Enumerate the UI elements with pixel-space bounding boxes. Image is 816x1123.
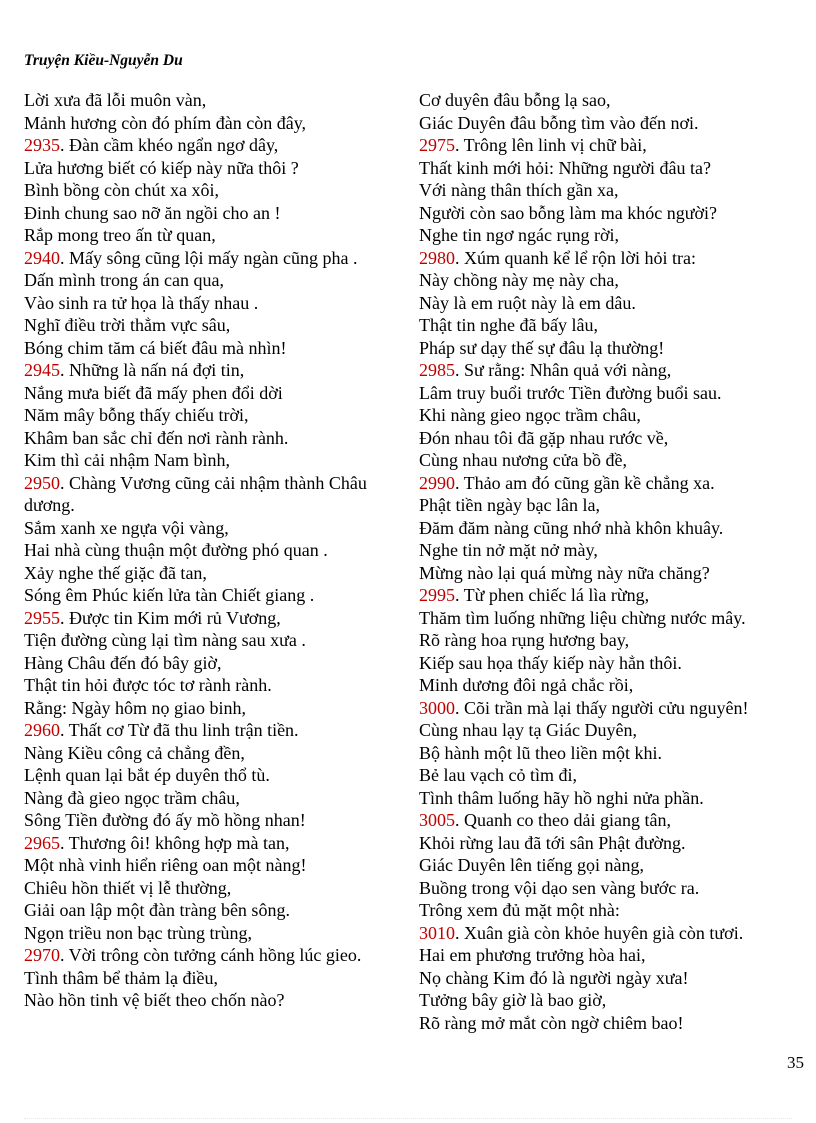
verse-text: Cơ duyên đâu bỗng lạ sao, — [419, 90, 611, 110]
verse-text: Này chồng này mẹ này cha, — [419, 270, 619, 290]
verse-line — [24, 224, 399, 247]
verse-line — [24, 719, 399, 742]
verse-line — [419, 112, 794, 135]
verse-line — [419, 1012, 794, 1035]
verse-line — [419, 607, 794, 630]
verse-text: Lâm truy buổi trước Tiền đường buổi sau. — [419, 382, 722, 403]
verse-line — [419, 629, 794, 652]
verse-text: Thật tin hỏi được tóc tơ rành rành. — [24, 675, 272, 695]
verse-line-number: 3000 — [419, 697, 455, 718]
verse-text: Vào sinh ra tử họa là thấy nhau . — [24, 292, 259, 313]
verse-text: Kim thì cải nhậm Nam bình, — [24, 450, 230, 470]
verse-text: . Thương ôi! không hợp mà tan, — [60, 832, 290, 853]
verse-text: Bình bồng còn chút xa xôi, — [24, 180, 219, 200]
verse-line-number: 2995 — [419, 585, 455, 605]
verse-line — [24, 809, 399, 832]
verse-line — [24, 382, 399, 405]
verse-text: Đón nhau tôi đã gặp nhau rước về, — [419, 427, 669, 448]
verse-line — [419, 584, 794, 607]
verse-text: Hàng Châu đến đó bây giờ, — [24, 652, 222, 673]
verse-line — [419, 202, 794, 225]
verse-text: Bộ hành một lũ theo liền một khi. — [419, 742, 662, 763]
verse-text: . Sư rằng: Nhân quả với nàng, — [455, 360, 672, 380]
verse-line — [419, 832, 794, 855]
verse-line-number: 2950 — [24, 472, 60, 493]
verse-text: Với nàng thân thích gần xa, — [419, 180, 619, 200]
verse-text: . Thất cơ Từ đã thu linh trận tiền. — [60, 720, 299, 740]
verse-text: Minh dương đôi ngả chắc rồi, — [419, 675, 634, 695]
verse-text: Phật tiền ngày bạc lân la, — [419, 495, 600, 515]
verse-text: Nàng đà gieo ngọc trầm châu, — [24, 787, 240, 808]
verse-text: . Được tin Kim mới rủ Vương, — [60, 607, 281, 628]
verse-line — [419, 494, 794, 517]
verse-text: . Trông lên linh vị chữ bài, — [455, 135, 647, 155]
verse-text: Nghe tin nở mặt nở mày, — [419, 540, 598, 560]
verse-text: Hai em phương trưởng hòa hai, — [419, 945, 646, 965]
verse-line-number: 2990 — [419, 472, 455, 493]
verse-line — [24, 472, 399, 517]
verse-text: Sắm xanh xe ngựa vội vàng, — [24, 517, 229, 538]
verse-text: . Cõi trần mà lại thấy người cửu nguyên! — [455, 697, 749, 718]
verse-line — [419, 539, 794, 562]
verse-line — [419, 877, 794, 900]
verse-line — [419, 404, 794, 427]
verse-line — [24, 314, 399, 337]
verse-line — [419, 787, 794, 810]
verse-line — [419, 697, 794, 720]
verse-text: Bẻ lau vạch cỏ tìm đi, — [419, 765, 577, 785]
verse-line — [24, 427, 399, 450]
verse-text: Đăm đăm nàng cũng nhớ nhà khôn khuây. — [419, 517, 724, 538]
verse-text: Nàng Kiều công cả chẳng đền, — [24, 742, 245, 763]
verse-line-number: 3005 — [419, 810, 455, 830]
footer-divider — [24, 1118, 792, 1119]
right-verse-column — [419, 89, 794, 1034]
verse-line — [24, 112, 399, 135]
verse-line — [419, 359, 794, 382]
verse-line — [24, 517, 399, 540]
verse-line — [24, 89, 399, 112]
verse-line — [24, 944, 399, 967]
verse-text: Một nhà vinh hiển riêng oan một nàng! — [24, 855, 307, 875]
verse-text: . Mấy sông cũng lội mấy ngàn cũng pha . — [60, 247, 358, 268]
verse-text: . Quanh co theo dải giang tân, — [455, 810, 671, 830]
verse-line-number: 2945 — [24, 360, 60, 380]
verse-line — [24, 629, 399, 652]
verse-text: Tình thâm luống hãy hồ nghi nửa phần. — [419, 787, 704, 808]
verse-text: Giác Duyên lên tiếng gọi nàng, — [419, 855, 644, 875]
verse-line — [24, 157, 399, 180]
verse-text: . Vời trông còn tưởng cánh hồng lúc gieo. — [60, 945, 362, 965]
verse-text: Người còn sao bỗng làm ma khóc người? — [419, 202, 717, 223]
verse-line-number: 2935 — [24, 135, 60, 155]
verse-text: Khi nàng gieo ngọc trầm châu, — [419, 405, 641, 425]
verse-line — [419, 719, 794, 742]
verse-line-number: 2955 — [24, 607, 60, 628]
verse-line — [24, 832, 399, 855]
verse-line — [419, 989, 794, 1012]
verse-line — [419, 809, 794, 832]
verse-line — [419, 854, 794, 877]
verse-line — [419, 742, 794, 765]
verse-line — [24, 922, 399, 945]
verse-line — [24, 652, 399, 675]
verse-line — [24, 562, 399, 585]
verse-line — [24, 607, 399, 630]
verse-line — [419, 224, 794, 247]
verse-text: Hai nhà cùng thuận một đường phó quan . — [24, 540, 328, 560]
verse-text: Tình thâm bể thảm lạ điều, — [24, 967, 218, 988]
left-verse-column — [24, 89, 399, 1012]
verse-text: Lửa hương biết có kiếp này nữa thôi ? — [24, 157, 299, 178]
verse-text: Tưởng bây giờ là bao giờ, — [419, 990, 607, 1010]
verse-line — [24, 787, 399, 810]
verse-line — [24, 539, 399, 562]
verse-line — [419, 382, 794, 405]
verse-line — [24, 697, 399, 720]
verse-line — [419, 899, 794, 922]
verse-text: Giải oan lập một đàn tràng bên sông. — [24, 900, 290, 920]
verse-line — [24, 269, 399, 292]
verse-text: Thật tin nghe đã bấy lâu, — [419, 315, 598, 335]
verse-text: Mảnh hương còn đó phím đàn còn đây, — [24, 112, 307, 133]
verse-line-number: 2965 — [24, 832, 60, 853]
verse-line — [24, 179, 399, 202]
verse-line-number: 2975 — [419, 135, 455, 155]
verse-line — [419, 337, 794, 360]
verse-text: . Những là nấn ná đợi tin, — [60, 360, 245, 380]
verse-line — [419, 967, 794, 990]
verse-line — [419, 269, 794, 292]
verse-text: Nắng mưa biết đã mấy phen đổi dời — [24, 382, 283, 403]
verse-text: Pháp sư dạy thế sự đâu lạ thường! — [419, 337, 665, 358]
verse-text: Khỏi rừng lau đã tới sân Phật đường. — [419, 832, 686, 853]
verse-line — [419, 134, 794, 157]
verse-line — [24, 584, 399, 607]
verse-text: Lệnh quan lại bắt ép duyên thổ tù. — [24, 765, 270, 785]
verse-line — [419, 292, 794, 315]
verse-line — [24, 674, 399, 697]
verse-text: Xảy nghe thế giặc đã tan, — [24, 562, 207, 583]
verse-text: . Chàng Vương cũng cải nhậm thành Châu dương. — [24, 472, 367, 515]
verse-line — [419, 157, 794, 180]
verse-text: Đinh chung sao nỡ ăn ngồi cho an ! — [24, 202, 281, 223]
verse-text: Dấn mình trong án can qua, — [24, 270, 224, 290]
verse-text: Khâm ban sắc chỉ đến nơi rành rành. — [24, 427, 289, 448]
verse-text: Bóng chim tăm cá biết đâu mà nhìn! — [24, 337, 287, 358]
verse-text: Rõ ràng hoa rụng hương bay, — [419, 630, 630, 650]
verse-text: Sông Tiền đường đó ấy mồ hồng nhan! — [24, 810, 306, 830]
verse-line — [419, 247, 794, 270]
verse-line — [419, 517, 794, 540]
verse-line-number: 2940 — [24, 247, 60, 268]
verse-text: Mừng nào lại quá mừng này nữa chăng? — [419, 562, 710, 583]
verse-text: Nghe tin ngơ ngác rụng rời, — [419, 225, 619, 245]
verse-text: Lời xưa đã lỗi muôn vàn, — [24, 90, 207, 110]
verse-line — [419, 764, 794, 787]
verse-text: Giác Duyên đâu bỗng tìm vào đến nơi. — [419, 112, 699, 133]
verse-text: . Thảo am đó cũng gần kề chẳng xa. — [455, 472, 715, 493]
verse-line — [24, 449, 399, 472]
verse-text: Tiện đường cùng lại tìm nàng sau xưa . — [24, 630, 306, 650]
verse-line-number: 2970 — [24, 945, 60, 965]
verse-line — [24, 989, 399, 1012]
verse-line — [24, 742, 399, 765]
verse-text: . Xúm quanh kể lể rộn lời hỏi tra: — [455, 247, 696, 268]
verse-line — [419, 674, 794, 697]
verse-text: . Xuân già còn khỏe huyên già còn tươi. — [455, 922, 744, 943]
verse-text: Trông xem đủ mặt một nhà: — [419, 900, 620, 920]
verse-line — [24, 292, 399, 315]
verse-line-number: 3010 — [419, 922, 455, 943]
verse-line — [419, 472, 794, 495]
verse-text: Kiếp sau họa thấy kiếp này hẳn thôi. — [419, 652, 682, 673]
verse-line — [419, 427, 794, 450]
verse-text: Rằng: Ngày hôm nọ giao binh, — [24, 697, 246, 718]
verse-text: Buồng trong vội dạo sen vàng bước ra. — [419, 877, 700, 898]
verse-line — [24, 359, 399, 382]
verse-line — [419, 89, 794, 112]
page-number: 35 — [787, 1053, 804, 1072]
verse-line — [24, 877, 399, 900]
verse-line — [24, 764, 399, 787]
verse-line — [24, 337, 399, 360]
verse-text: Nọ chàng Kim đó là người ngày xưa! — [419, 967, 689, 988]
verse-text: Rắp mong treo ấn từ quan, — [24, 225, 216, 245]
verse-line — [24, 899, 399, 922]
verse-line-number: 2960 — [24, 720, 60, 740]
verse-text: . Đàn cầm khéo ngẩn ngơ dây, — [60, 135, 279, 155]
verse-line — [419, 652, 794, 675]
verse-text: Thất kinh mới hỏi: Những người đâu ta? — [419, 157, 712, 178]
verse-text: Nào hồn tinh vệ biết theo chốn nào? — [24, 990, 285, 1010]
verse-line — [24, 967, 399, 990]
verse-text: Sóng êm Phúc kiến lửa tàn Chiết giang . — [24, 585, 315, 605]
verse-line-number: 2980 — [419, 247, 455, 268]
verse-line — [419, 179, 794, 202]
verse-line — [24, 134, 399, 157]
verse-text: Này là em ruột này là em dâu. — [419, 292, 636, 313]
verse-line — [24, 247, 399, 270]
verse-line — [419, 449, 794, 472]
verse-line — [24, 854, 399, 877]
verse-text: Chiêu hồn thiết vị lễ thường, — [24, 877, 232, 898]
document-title: Truyện Kiều-Nguyễn Du — [24, 52, 183, 69]
verse-text: Rõ ràng mở mắt còn ngờ chiêm bao! — [419, 1012, 684, 1033]
verse-line — [419, 562, 794, 585]
verse-line — [24, 202, 399, 225]
verse-text: Năm mây bỗng thấy chiếu trời, — [24, 405, 249, 425]
verse-text: . Từ phen chiếc lá lìa rừng, — [455, 585, 650, 605]
verse-line-number: 2985 — [419, 360, 455, 380]
verse-text: Ngọn triều non bạc trùng trùng, — [24, 922, 252, 943]
verse-line — [24, 404, 399, 427]
verse-line — [419, 944, 794, 967]
verse-text: Nghĩ điều trời thẳm vực sâu, — [24, 315, 231, 335]
verse-text: Cùng nhau lạy tạ Giác Duyên, — [419, 720, 637, 740]
verse-text: Thăm tìm luống những liệu chừng nước mây. — [419, 607, 746, 628]
verse-line — [419, 922, 794, 945]
verse-text: Cùng nhau nương cửa bồ đề, — [419, 450, 627, 470]
verse-line — [419, 314, 794, 337]
